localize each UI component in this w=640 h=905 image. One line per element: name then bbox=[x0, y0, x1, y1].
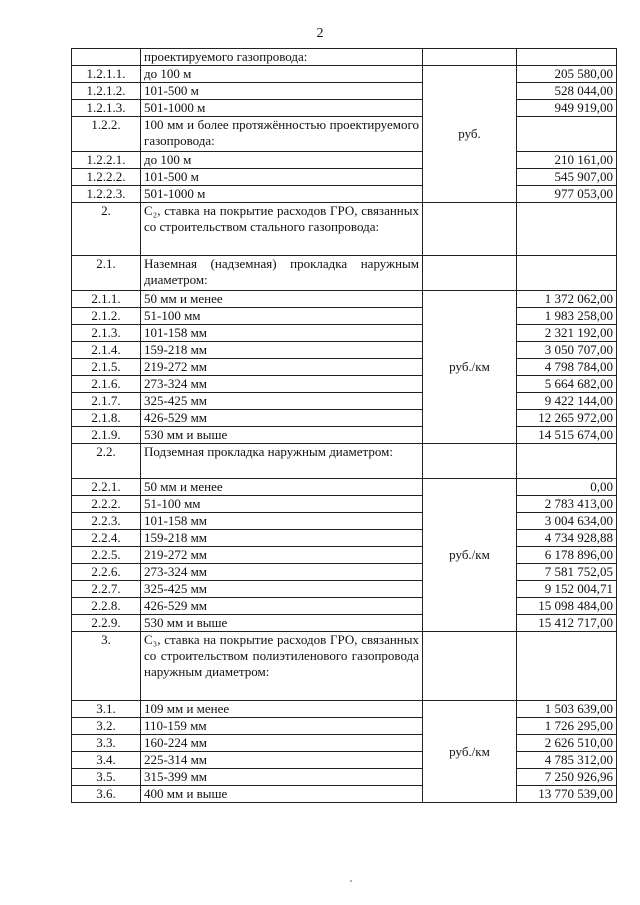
row-value: 1 726 295,00 bbox=[517, 718, 617, 735]
row-number: 1.2.1.3. bbox=[72, 100, 141, 117]
row-value: 210 161,00 bbox=[517, 152, 617, 169]
row-number: 3.3. bbox=[72, 735, 141, 752]
row-number: 2.2.5. bbox=[72, 547, 141, 564]
row-number: 1.2.2.2. bbox=[72, 169, 141, 186]
row-value: 12 265 972,00 bbox=[517, 410, 617, 427]
row-value: 545 907,00 bbox=[517, 169, 617, 186]
unit-cell: руб./км bbox=[423, 701, 517, 803]
row-number: 1.2.1.2. bbox=[72, 83, 141, 100]
row-description: Наземная (надземная) прокладка наружным диаметром: bbox=[141, 256, 423, 291]
row-description: 273-324 мм bbox=[141, 376, 423, 393]
row-value: 3 004 634,00 bbox=[517, 513, 617, 530]
row-value: 949 919,00 bbox=[517, 100, 617, 117]
row-value: 7 581 752,05 bbox=[517, 564, 617, 581]
table-row bbox=[72, 100, 617, 117]
row-value: 2 626 510,00 bbox=[517, 735, 617, 752]
unit-cell bbox=[423, 49, 517, 66]
row-value bbox=[517, 444, 617, 479]
table-row bbox=[72, 513, 617, 530]
row-description: С₃, ставка на покрытие расходов ГРО, связанных со строительством полиэтиленового газопровода наружным диаметром: bbox=[141, 632, 423, 701]
table-row bbox=[72, 547, 617, 564]
row-value: 4 734 928,88 bbox=[517, 530, 617, 547]
table-row bbox=[72, 117, 617, 152]
table-row bbox=[72, 66, 617, 83]
row-description: 325-425 мм bbox=[141, 393, 423, 410]
row-description: 530 мм и выше bbox=[141, 615, 423, 632]
table-row bbox=[72, 427, 617, 444]
unit-cell bbox=[423, 203, 517, 256]
row-number: 2. bbox=[72, 203, 141, 256]
table-row bbox=[72, 152, 617, 169]
table-row bbox=[72, 769, 617, 786]
table-row bbox=[72, 598, 617, 615]
row-description: 101-500 м bbox=[141, 169, 423, 186]
row-value bbox=[517, 203, 617, 256]
row-number: 2.1.3. bbox=[72, 325, 141, 342]
row-description: 101-158 мм bbox=[141, 325, 423, 342]
row-description: 110-159 мм bbox=[141, 718, 423, 735]
page-number: 2 bbox=[316, 26, 324, 41]
table-row bbox=[72, 735, 617, 752]
table-row bbox=[72, 256, 617, 291]
row-value: 6 178 896,00 bbox=[517, 547, 617, 564]
row-number: 2.1.5. bbox=[72, 359, 141, 376]
unit-cell: руб. bbox=[423, 66, 517, 203]
row-value: 14 515 674,00 bbox=[517, 427, 617, 444]
row-number: 3.6. bbox=[72, 786, 141, 803]
table-row bbox=[72, 530, 617, 547]
row-number: 2.2.6. bbox=[72, 564, 141, 581]
row-number: 3.4. bbox=[72, 752, 141, 769]
row-number: 2.1.9. bbox=[72, 427, 141, 444]
row-description: 51-100 мм bbox=[141, 308, 423, 325]
row-number: 2.2.1. bbox=[72, 479, 141, 496]
row-number: 3.5. bbox=[72, 769, 141, 786]
table-row bbox=[72, 49, 617, 66]
row-value: 1 372 062,00 bbox=[517, 291, 617, 308]
row-number: 2.2.4. bbox=[72, 530, 141, 547]
row-value: 7 250 926,96 bbox=[517, 769, 617, 786]
row-number: 2.1.6. bbox=[72, 376, 141, 393]
scan-speck bbox=[350, 880, 352, 882]
row-value: 205 580,00 bbox=[517, 66, 617, 83]
row-description: 426-529 мм bbox=[141, 598, 423, 615]
row-description: 100 мм и более протяжённостью проектируемого газопровода: bbox=[141, 117, 423, 152]
row-value: 528 044,00 bbox=[517, 83, 617, 100]
table-row bbox=[72, 325, 617, 342]
row-value: 2 783 413,00 bbox=[517, 496, 617, 513]
table-row bbox=[72, 444, 617, 479]
row-number: 2.1.7. bbox=[72, 393, 141, 410]
row-description: проектируемого газопровода: bbox=[141, 49, 423, 66]
row-number: 2.2.9. bbox=[72, 615, 141, 632]
table-row bbox=[72, 752, 617, 769]
table-row bbox=[72, 308, 617, 325]
tariff-table bbox=[71, 48, 617, 803]
table-row bbox=[72, 359, 617, 376]
row-value: 4 785 312,00 bbox=[517, 752, 617, 769]
row-number: 2.1.4. bbox=[72, 342, 141, 359]
row-description: 400 мм и выше bbox=[141, 786, 423, 803]
row-number: 1.2.1.1. bbox=[72, 66, 141, 83]
row-number: 2.2. bbox=[72, 444, 141, 479]
table-row bbox=[72, 479, 617, 496]
row-description: 50 мм и менее bbox=[141, 291, 423, 308]
row-value bbox=[517, 256, 617, 291]
row-description: 315-399 мм bbox=[141, 769, 423, 786]
row-number: 2.2.7. bbox=[72, 581, 141, 598]
row-description: 530 мм и выше bbox=[141, 427, 423, 444]
row-value bbox=[517, 49, 617, 66]
row-value bbox=[517, 632, 617, 701]
table-row bbox=[72, 169, 617, 186]
table-row bbox=[72, 291, 617, 308]
row-description: 501-1000 м bbox=[141, 100, 423, 117]
row-description: 101-500 м bbox=[141, 83, 423, 100]
row-number: 2.1.2. bbox=[72, 308, 141, 325]
table-row bbox=[72, 393, 617, 410]
row-description: Подземная прокладка наружным диаметром: bbox=[141, 444, 423, 479]
row-value: 15 098 484,00 bbox=[517, 598, 617, 615]
row-number: 2.1.8. bbox=[72, 410, 141, 427]
row-number: 2.1. bbox=[72, 256, 141, 291]
row-number: 2.1.1. bbox=[72, 291, 141, 308]
row-number: 2.2.3. bbox=[72, 513, 141, 530]
table-row bbox=[72, 496, 617, 513]
table-row bbox=[72, 203, 617, 256]
table-row bbox=[72, 615, 617, 632]
row-number: 2.2.8. bbox=[72, 598, 141, 615]
row-description: 219-272 мм bbox=[141, 359, 423, 376]
table-row bbox=[72, 410, 617, 427]
row-value: 977 053,00 bbox=[517, 186, 617, 203]
row-description: 159-218 мм bbox=[141, 530, 423, 547]
table-row bbox=[72, 718, 617, 735]
row-value: 13 770 539,00 bbox=[517, 786, 617, 803]
row-value: 1 503 639,00 bbox=[517, 701, 617, 718]
row-description: 51-100 мм bbox=[141, 496, 423, 513]
row-description: 109 мм и менее bbox=[141, 701, 423, 718]
row-description: 501-1000 м bbox=[141, 186, 423, 203]
row-description: 325-425 мм bbox=[141, 581, 423, 598]
unit-cell bbox=[423, 632, 517, 701]
row-description: 225-314 мм bbox=[141, 752, 423, 769]
row-description: 50 мм и менее bbox=[141, 479, 423, 496]
row-description: 219-272 мм bbox=[141, 547, 423, 564]
row-value: 5 664 682,00 bbox=[517, 376, 617, 393]
row-value: 1 983 258,00 bbox=[517, 308, 617, 325]
row-number: 3.2. bbox=[72, 718, 141, 735]
table-row bbox=[72, 342, 617, 359]
row-value: 15 412 717,00 bbox=[517, 615, 617, 632]
table-row bbox=[72, 581, 617, 598]
table-row bbox=[72, 701, 617, 718]
row-number: 1.2.2. bbox=[72, 117, 141, 152]
table-row bbox=[72, 632, 617, 701]
row-description: до 100 м bbox=[141, 152, 423, 169]
row-number: 1.2.2.1. bbox=[72, 152, 141, 169]
row-description: 426-529 мм bbox=[141, 410, 423, 427]
row-number: 3. bbox=[72, 632, 141, 701]
row-value: 0,00 bbox=[517, 479, 617, 496]
unit-cell: руб./км bbox=[423, 479, 517, 632]
row-number: 3.1. bbox=[72, 701, 141, 718]
unit-cell bbox=[423, 256, 517, 291]
row-value: 2 321 192,00 bbox=[517, 325, 617, 342]
row-value: 9 152 004,71 bbox=[517, 581, 617, 598]
row-number: 1.2.2.3. bbox=[72, 186, 141, 203]
row-description: 160-224 мм bbox=[141, 735, 423, 752]
row-description: до 100 м bbox=[141, 66, 423, 83]
row-description: 101-158 мм bbox=[141, 513, 423, 530]
row-description: С₂, ставка на покрытие расходов ГРО, связанных со строительством стального газопровода: bbox=[141, 203, 423, 256]
table-row bbox=[72, 83, 617, 100]
unit-cell bbox=[423, 444, 517, 479]
row-description: 273-324 мм bbox=[141, 564, 423, 581]
row-description: 159-218 мм bbox=[141, 342, 423, 359]
table-row bbox=[72, 564, 617, 581]
table-row bbox=[72, 376, 617, 393]
row-value bbox=[517, 117, 617, 152]
unit-cell: руб./км bbox=[423, 291, 517, 444]
row-value: 9 422 144,00 bbox=[517, 393, 617, 410]
table-row bbox=[72, 786, 617, 803]
row-number bbox=[72, 49, 141, 66]
row-value: 3 050 707,00 bbox=[517, 342, 617, 359]
table-row bbox=[72, 186, 617, 203]
row-value: 4 798 784,00 bbox=[517, 359, 617, 376]
row-number: 2.2.2. bbox=[72, 496, 141, 513]
